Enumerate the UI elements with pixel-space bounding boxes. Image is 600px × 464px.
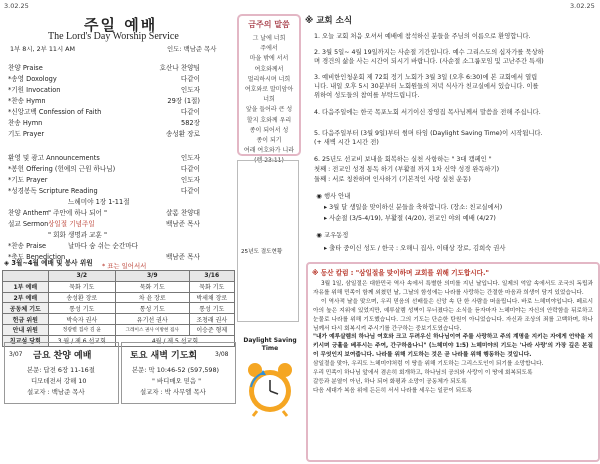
worship-leader: 인도: 백남준 목사 [167,45,217,53]
dawn-line: 본문: 막 10:46-52 (597,598) [132,366,220,374]
table-cell: 조청래 권사 [189,314,234,325]
dept-title [316,233,348,240]
triangle-icon: ◈ [4,259,10,267]
verse-line: 마을 밖에 서서 [249,55,289,63]
table-cell: 친교섬 당회 [3,335,49,346]
dawn-date: 3/08 [215,351,229,358]
verse-line: 할지 호와께 우리 [246,116,292,124]
event-text: 3월 달 생일을 맞이하신 분들을 축하합니다. (장소: 친교실에서) [329,204,503,211]
column-body [313,280,593,396]
table-cell: 2부 예배 [3,292,49,303]
table-cell: 3/2 [48,271,115,282]
events-title [316,194,350,201]
bullet-icon: ◉ [316,232,322,239]
order-row [8,95,200,106]
order-person: 호산나 찬양팀 [159,64,200,72]
order-row [8,73,200,84]
table-cell: 유기선 권사 [115,314,189,325]
news-item: 니다. 내일 오후 5시 30분부터 노회원들의 저녁 식사가 친교실에서 있습니다. 이를 [314,83,539,90]
order-item: *찬송 Hymn [8,97,46,105]
order-item: 찬양 Praise [8,64,43,72]
table-cell: 3/9 [115,271,189,282]
column-paragraph: 갈등과 분열이 아닌, 하나 되어 화평과 소망이 공동체가 되도록 [313,378,467,385]
column-paragraph: "내가 예루살렘의 하나님 여호와 크고 두려우신 하나님이여 주를 사랑하고 주의 계명을 지키는 자에게 언약을 지키시며 긍휼을 베푸시는 주여, 간구하옵나니" (느헤미야 1:5) 느헤미야의 기도는 '나라 사랑'의 가장 깊은 본질이 무엇인지 보여줍니다. 나라를 위해 기도하는 것은 곧 나라를 위해 행동하는 것입니다. [313,334,593,359]
stand-note: * 표는 일어서서 [102,262,147,270]
order-person: 백남준 목사 [166,253,200,261]
news-title: ※ 교회 소식 [305,16,353,26]
news-item: 위하여 성도들의 참여를 부탁드립니다. [314,92,420,99]
order-item: 찬양 Anthem [8,209,49,217]
worship-subtitle: The Lord's Day Worship Service [48,31,179,42]
table-cell: 통성 기도 [48,303,115,314]
order-item: 환영 및 광고 Announcements [8,154,100,162]
order-item: *기도 Prayer [8,176,48,184]
table-cell: 3 월 / 제 6 선교회 [48,335,115,346]
alarm-clock-icon [245,361,295,417]
column-paragraph: 다음 세대가 복음 위에 든든히 서서 나라를 세우는 일꾼이 되도록 [313,387,473,394]
order-person: 582장 [181,119,200,127]
table-cell: 1부 예배 [3,281,49,292]
order-person: 다같이 [180,108,200,116]
events-title-text: 행사 안내 [324,193,351,200]
column-title: ※ 동산 칼럼 : "삼일절을 맞이하며 교회를 위해 기도합시다." [312,269,489,277]
dst-label: Daylight Saving Time [243,337,297,352]
order-item: *봉헌 Offering (헌예의 근원 하나님) [8,165,116,173]
worship-title: 주일 예배 [84,16,158,34]
order-row [8,196,200,207]
dawn-line: 설교자 : 박 사무엘 목사 [140,388,206,396]
order-item: 기도 Prayer [8,130,45,138]
budget-label: 25년도 결도현황 [241,249,283,255]
schedule-title-text: 3월~4월 예배 및 봉사 위원 [11,259,93,267]
order-item: *신앙고백 Confession of Faith [8,108,102,116]
order-row [8,152,200,163]
order-row [8,106,200,117]
table-cell: 이승준 형제 [189,324,234,335]
table-cell: 4월 / 제 5 선교회 [115,335,234,346]
weekly-verse-box [237,14,301,165]
verse-line: 여호와로 말미암아 너희 [244,86,294,104]
dawn-line: " 바디매오 믿음 " [152,377,202,385]
table-cell [3,271,49,282]
order-item: *기원 Invocation [8,86,61,94]
column-paragraph: 3월 1일, 삼일절은 대한민국 역사 속에서 특별한 의미를 지닌 날입니다. 일제의 억압 속에서도 조국의 독립과 자유를 위해 민족이 함께 외쳤던 날, 그날의 함성에는 나라를 사랑하는 간절한 마음과 희생이 담겨 있었습니다. [313,281,593,296]
order-person: 29장 (1절) [167,97,200,105]
order-row [8,163,200,174]
order-person: 송성환 장로 [166,130,200,138]
column-paragraph: 우리 민족이 하나님 앞에서 겸손히 회개하고, 하나님의 공의와 사랑이 이 땅에 회복되도록 [313,370,533,377]
news-item: 둘째 : 서로 칭찬하며 인사하기 (기본적인 사랑 실천 운동) [314,176,471,183]
table-row [3,271,235,282]
order-item: *축도 Benediction [8,253,66,261]
table-row [3,324,235,335]
order-item: 설교 Sermon [8,220,49,228]
verse-line: (렘 23:11) [254,157,284,165]
table-row [3,292,235,303]
date-left: 3.02.25 [4,2,29,10]
friday-date: 3/07 [9,351,23,358]
column-paragraph: 삼일절을 맞아, 우리도 느헤미야처럼 이 땅을 위해 기도하는 그리스도인이 되기를 소망합니다. [313,361,544,368]
verse-line: 앞을 들어라 큰 성 [245,106,293,114]
news-item: 첫째 : 전교인 성경 통독 하기 (부활절 까지 1차 신약 성경 완독하기) [314,166,500,173]
order-detail: " 주안에 하나 되어 " [48,209,108,217]
news-item: 6. 25년도 선교비 보내을 회복하는 실천 사항하는 " 3대 캠페인 " [314,156,492,163]
order-person: 인도자 [180,154,200,162]
order-item: *찬송 Praise [8,242,47,250]
table-row [3,303,235,314]
news-item: (+ 새벽 시간 1시간 전) [314,139,379,146]
event-item: ▸ 사순절 (3/5-4/19), 부활절 (4/20), 전교인 야외 예배 (4/27) [324,215,496,222]
dept-text: 출타 중이신 성도 / 한국 : 오해니 집사, 이태상 장로, 김희숙 권사 [329,245,506,252]
table-cell: 3/16 [189,271,234,282]
table-cell: 묵화 기도 [189,281,234,292]
schedule-title [4,260,93,267]
table-cell: 박숙자 권사 [48,314,115,325]
order-detail: " 회화 생명과 교훈 " [48,231,108,239]
news-item: 2. 3월 5일~ 4월 19일까지는 사순절 기간입니다. 예수 그리스도의 십자가를 묵상하 [314,49,544,56]
friday-line: 본문: 답전 6장 11-16절 [27,366,95,374]
friday-line: 디모데전서 강해 10 [31,377,87,385]
table-cell: 안내 위원 [3,324,49,335]
verse-line: 여래 여호와가 니라 [243,147,295,155]
column-box [306,262,600,462]
order-row [8,84,200,95]
news-item: 며 경건의 삶을 사는 시간이 되시기 바랍니다. (사순절 소그룹모임 및 고난주간 특새) [314,58,544,65]
verse-line: 종이 되기 [256,137,282,145]
worship-time: 1부 8시, 2부 11시 AM [10,45,76,53]
bullet-icon: ◉ [316,193,322,200]
order-item: 찬송 Hymn [8,119,43,127]
dawn-service-box [121,342,236,404]
verse-line: 주에서 [260,45,278,53]
table-cell: 묵화 기도 [48,281,115,292]
friday-service-box [4,342,119,404]
table-cell: 송성환 장로 [48,292,115,303]
news-item: 1. 오늘 교회 처음 오셔서 예배에 참석하신 분들을 주님의 이름으로 환영합니다. [314,33,531,40]
order-person: 다같이 [180,75,200,83]
dawn-title: 토요 새벽 기도회 [130,351,198,361]
order-row [8,185,200,196]
daylight-saving-graphic [241,335,299,425]
schedule-table [2,270,235,347]
order-row [8,240,200,251]
order-row [8,117,200,128]
order-row [8,128,200,139]
order-item: *성경봉독 Scripture Reading [8,187,98,195]
dept-title-text: 교우동정 [324,232,349,239]
table-row [3,281,235,292]
table-row [3,314,235,325]
column-paragraph: 이 역사적 날을 맞으며, 우리 믿음의 선배들은 신앙 속 단 한 사람을 떠올립니다. 바로 느헤미야입니다. 페르시아의 높은 지위에 있었지만, 예루살렘 성벽이 무너졌다는 소식을 듣자마자 느헤미야는 자신의 안락함을 뒤로하고 눈물로 나라를 위해 기도했습니다. 그의 기도는 단순한 탄원이 아니었습니다. 자신과 조상의 죄를 고백하며, 하나님께서 다시 회복시켜 주시기를 간구하는 중보기도였습니다. [313,298,593,332]
order-detail: 날마다 숨 쉬는 순간마다 [68,242,138,250]
table-cell: 박세채 장로 [189,292,234,303]
order-row [8,174,200,185]
order-person: 백남준 목사 [166,220,200,228]
budget-box [237,160,299,322]
table-cell: 헌금 위원 [3,314,49,325]
order-row [8,229,200,240]
news-item: 3. 예비한인청운회 제 72회 정기 노회가 3월 3일 (오후 6:30)에 본 교회에서 열립 [314,74,538,81]
friday-line: 설교자 : 백남준 목사 [27,388,85,396]
table-cell: 차 윤 장로 [115,292,189,303]
event-item: ▸ 3월 달 생일을 맞이하신 분들을 축하합니다. (장소: 친교실에서) [324,204,503,211]
verse-line: 멀리하시며 너희 [247,75,291,83]
table-cell: 그레이스 권사 이방현 집사 [115,324,189,335]
verse-title: 금주의 말씀 [248,20,290,29]
date-right: 3.02.25 [570,2,595,10]
order-person: 샬롬 찬양대 [166,209,200,217]
order-person: 다같이 [180,165,200,173]
table-cell: 통성 기도 [189,303,234,314]
news-item: 5. 다음주일부터 (3월 9일)부터 썸머 타임 (Daylight Saving Time)이 시작됩니다. [314,130,543,137]
order-person: 인도자 [180,86,200,94]
order-row [8,218,200,229]
verse-line: 그 날에 너희 [252,35,286,42]
table-cell: 정광렬 집사 김 윤 [48,324,115,335]
order-person: 인도자 [180,176,200,184]
table-cell: 통성 기도 [115,303,189,314]
order-row [8,207,200,218]
friday-title: 금요 찬양 예배 [33,351,92,361]
event-text: 사순절 (3/5-4/19), 부활절 (4/20), 전교인 야외 예배 (4/27) [329,215,496,222]
table-cell: 공동체 기도 [3,303,49,314]
order-detail: 느헤미야 1장 1-11절 [68,198,130,206]
order-row [8,62,200,73]
order-person: 다같이 [180,187,200,195]
order-item: *송영 Doxology [8,75,57,83]
order-detail: 상일절 기념주일 [48,220,95,228]
news-item: 4. 다음주일에는 한국 목포노회 서기이신 장영집 목사님께서 말씀을 전해 주십니다. [314,109,541,116]
verse-text [242,34,296,167]
dept-item: ▸ 출타 중이신 성도 / 한국 : 오해니 집사, 이태상 장로, 김희숙 권사 [324,245,506,252]
verse-line: 여호와께서 [254,65,284,73]
table-cell: 묵화 기도 [115,281,189,292]
verse-line: 종이 되어서 성 [249,126,289,134]
